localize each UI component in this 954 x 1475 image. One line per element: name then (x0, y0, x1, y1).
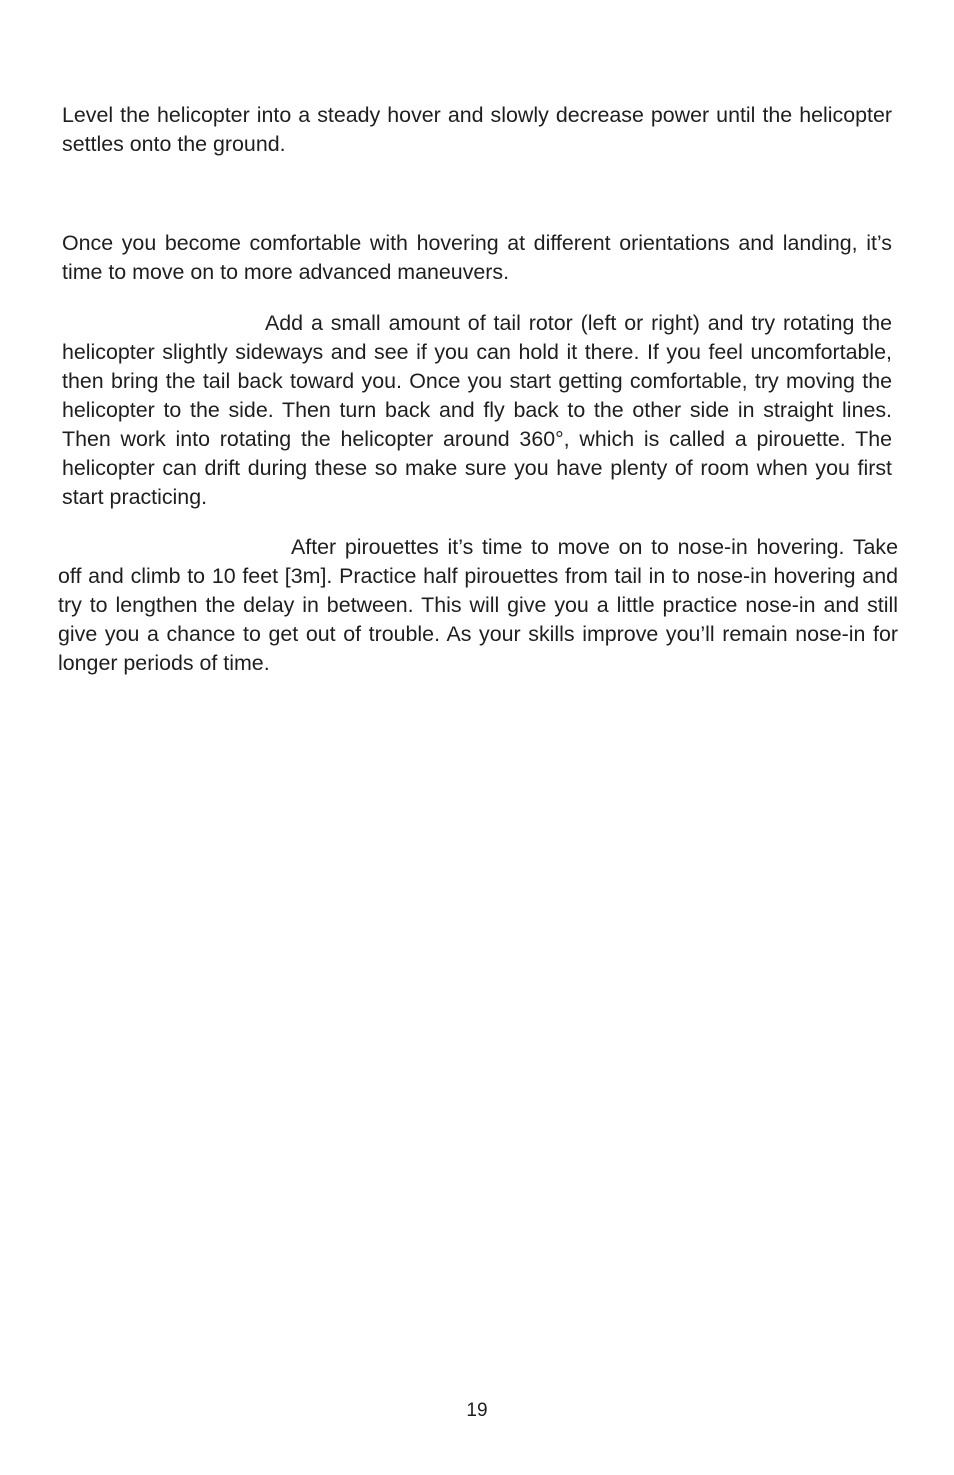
page-number: 19 (466, 1400, 488, 1421)
paragraph-advanced-intro: Once you become comfortable with hovering at different orientations and landing, it’s time to move on to more advanced maneuvers. (62, 231, 892, 284)
paragraph-landing: Level the helicopter into a steady hover and slowly decrease power until the helicopter settles onto the ground. (62, 103, 892, 156)
paragraph-pirouettes: Add a small amount of tail rotor (left or right) and try rotating the helicopter slightly sideways and see if you can hold it there. If you feel uncomfortable, then bring the tail back toward you. Once you start getting comfortable, try moving the helicopter to the side. Then turn back and fly back to the other side in straight lines. Then work into rotating the helicopter around 360°, which is called a pirouette. The helicopter can drift during these so make sure you have plenty of room when you first start practicing. (62, 311, 892, 509)
paragraph-nose-in-hovering: After pirouettes it’s time to move on to nose-in hovering. Take off and climb to 10 feet [3m]. Practice half pirouettes from tail in to nose-in hovering and try to lengthen the delay in between. This will give you a little practice nose-in and still give you a chance to get out of trouble. As your skills improve you’ll remain nose-in for longer periods of time. (58, 535, 898, 675)
